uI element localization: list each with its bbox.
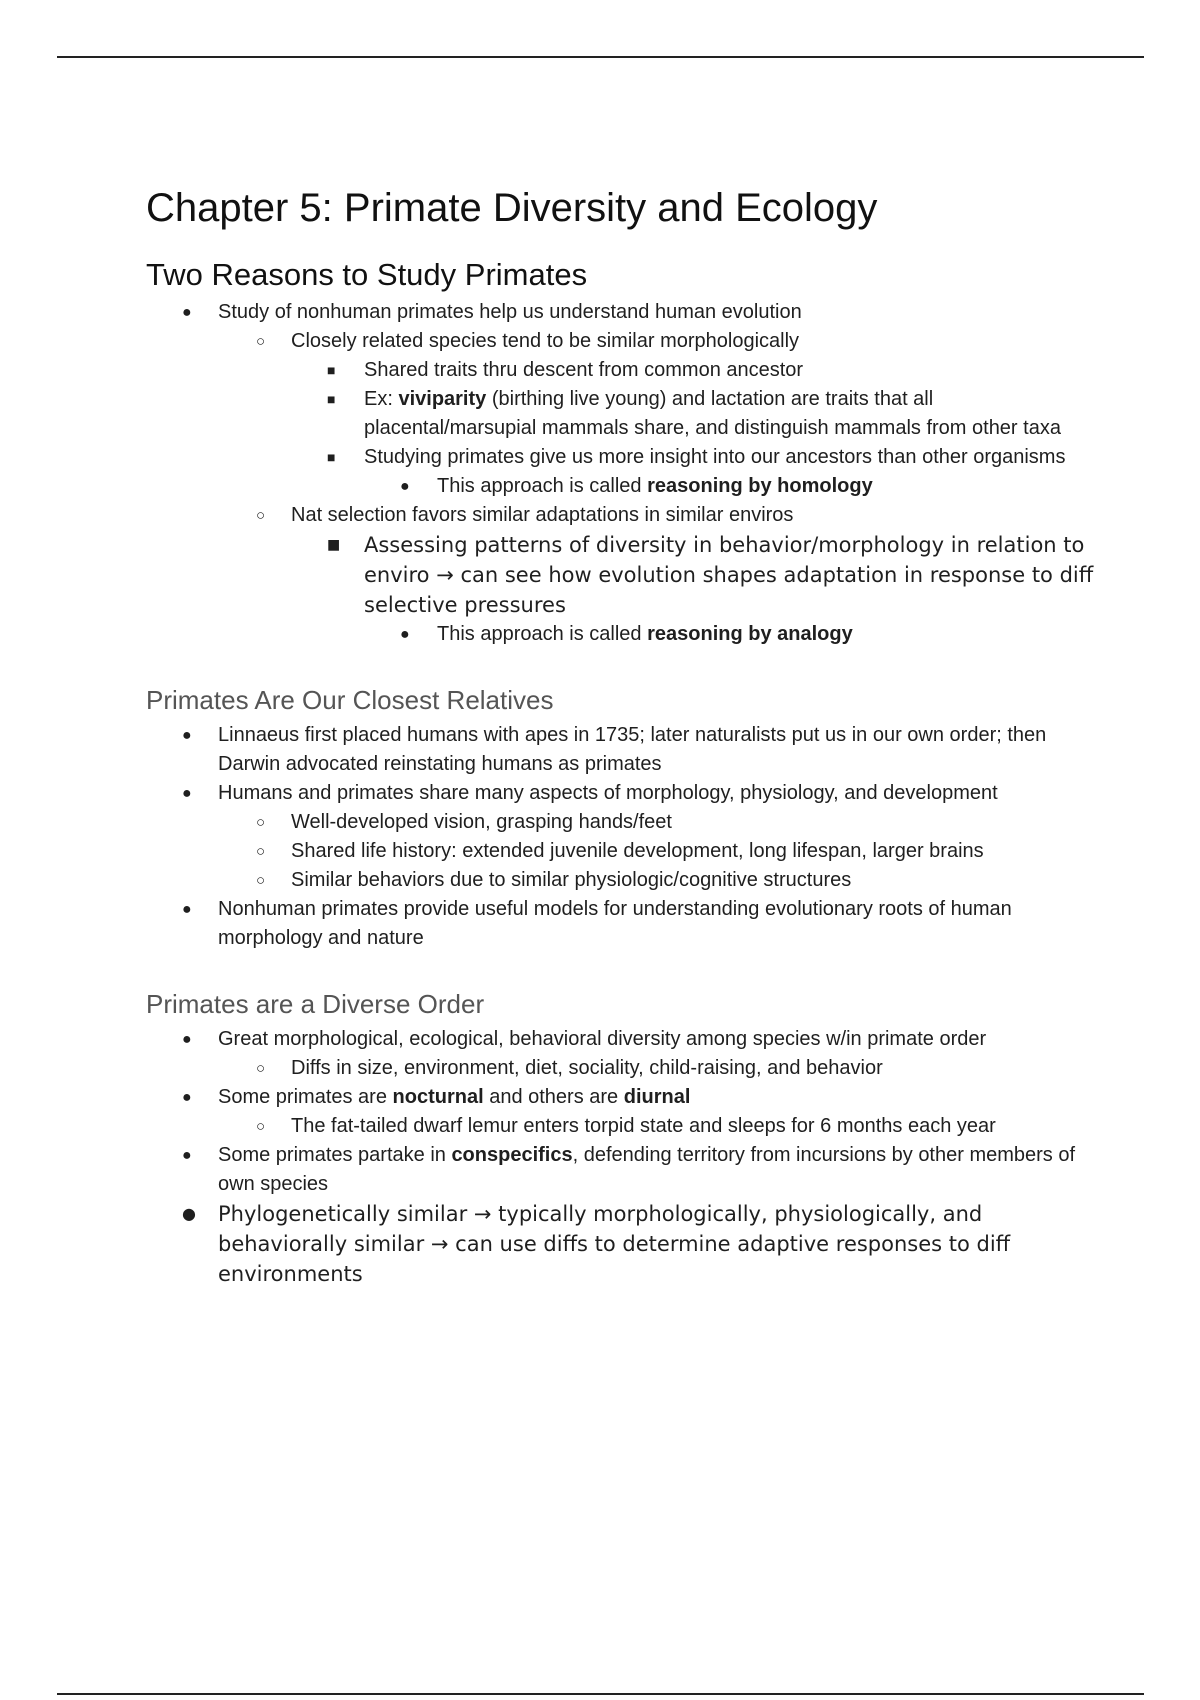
page-title: Chapter 5: Primate Diversity and Ecology (146, 186, 878, 230)
bullet-icon: ○ (256, 814, 266, 831)
list-item: ● Linnaeus first placed humans with apes in 1735; later naturalists put us in our own order; then Darwin advocated reinstating humans as primates (146, 721, 1096, 779)
term-reasoning-by-homology: reasoning by homology (647, 475, 873, 497)
section2-list (146, 721, 1096, 953)
list-item: ○ Shared life history: extended juvenile development, long lifespan, larger brains (146, 837, 1096, 866)
section-heading-diverse-order: Primates are a Diverse Order (146, 989, 485, 1019)
bottom-rule (57, 1693, 1144, 1695)
list-item: ■ Ex: viviparity (birthing live young) and lactation are traits that all placental/marsupial mammals share, and distinguish mammals from other taxa (146, 385, 1096, 443)
bullet-icon: ● (182, 1089, 192, 1106)
list-item: ● This approach is called reasoning by analogy (146, 620, 1096, 649)
section-heading-closest-relatives: Primates Are Our Closest Relatives (146, 685, 554, 715)
list-item: ○ The fat-tailed dwarf lemur enters torpid state and sleeps for 6 months each year (146, 1112, 1096, 1141)
bullet-icon: ○ (256, 872, 266, 889)
section1-list (146, 298, 1096, 649)
bullet-icon: ○ (256, 843, 266, 860)
list-item: ○ Closely related species tend to be similar morphologically (146, 327, 1096, 356)
list-item: ● Great morphological, ecological, behavioral diversity among species w/in primate order (146, 1025, 1096, 1054)
bullet-icon: ■ (327, 391, 336, 407)
list-item: ○ Nat selection favors similar adaptations in similar enviros (146, 501, 1096, 530)
bullet-icon: ● (182, 304, 192, 321)
list-item: ● Nonhuman primates provide useful models for understanding evolutionary roots of human morphology and nature (146, 895, 1096, 953)
bullet-icon: ■ (327, 537, 341, 553)
list-item: ■ Assessing patterns of diversity in behavior/morphology in relation to enviro → can see how evolution shapes adaptation in response to diff selective pressures (146, 530, 1096, 620)
list-item: ● Humans and primates share many aspects of morphology, physiology, and development (146, 779, 1096, 808)
document-body (146, 184, 1096, 1289)
bullet-icon: ● (182, 1031, 192, 1048)
section3-list (146, 1025, 1096, 1289)
list-item: ● Some primates are nocturnal and others are diurnal (146, 1083, 1096, 1112)
term-diurnal: diurnal (623, 1086, 691, 1108)
bullet-icon: ● (182, 727, 192, 744)
bullet-icon: ■ (327, 362, 336, 378)
bullet-icon: ○ (256, 1118, 266, 1135)
list-item: ● Study of nonhuman primates help us understand human evolution (146, 298, 1096, 327)
list-item: ● Phylogenetically similar → typically morphologically, physiologically, and behaviorally similar → can use diffs to determine adaptive responses to diff environments (146, 1199, 1096, 1289)
bullet-icon: ○ (256, 333, 266, 350)
list-item: ○ Well-developed vision, grasping hands/feet (146, 808, 1096, 837)
list-item: ■ Shared traits thru descent from common ancestor (146, 356, 1096, 385)
section-heading-two-reasons: Two Reasons to Study Primates (146, 257, 588, 292)
bullet-icon: ● (400, 626, 410, 643)
bullet-icon: ● (182, 1204, 196, 1223)
list-item: ○ Similar behaviors due to similar physiologic/cognitive structures (146, 866, 1096, 895)
bullet-icon: ● (400, 478, 410, 495)
top-rule (57, 56, 1144, 58)
term-nocturnal: nocturnal (392, 1086, 484, 1108)
term-reasoning-by-analogy: reasoning by analogy (647, 623, 853, 645)
list-item: ○ Diffs in size, environment, diet, sociality, child-raising, and behavior (146, 1054, 1096, 1083)
bullet-icon: ○ (256, 1060, 266, 1077)
list-item: ● This approach is called reasoning by homology (146, 472, 1096, 501)
term-conspecifics: conspecifics (451, 1144, 573, 1166)
term-viviparity: viviparity (398, 388, 487, 410)
list-item: ● Some primates partake in conspecifics, defending territory from incursions by other members of own species (146, 1141, 1096, 1199)
bullet-icon: ■ (327, 449, 336, 465)
bullet-icon: ● (182, 1147, 192, 1164)
bullet-icon: ● (182, 901, 192, 918)
list-item: ■ Studying primates give us more insight into our ancestors than other organisms (146, 443, 1096, 472)
bullet-icon: ● (182, 785, 192, 802)
bullet-icon: ○ (256, 507, 266, 524)
